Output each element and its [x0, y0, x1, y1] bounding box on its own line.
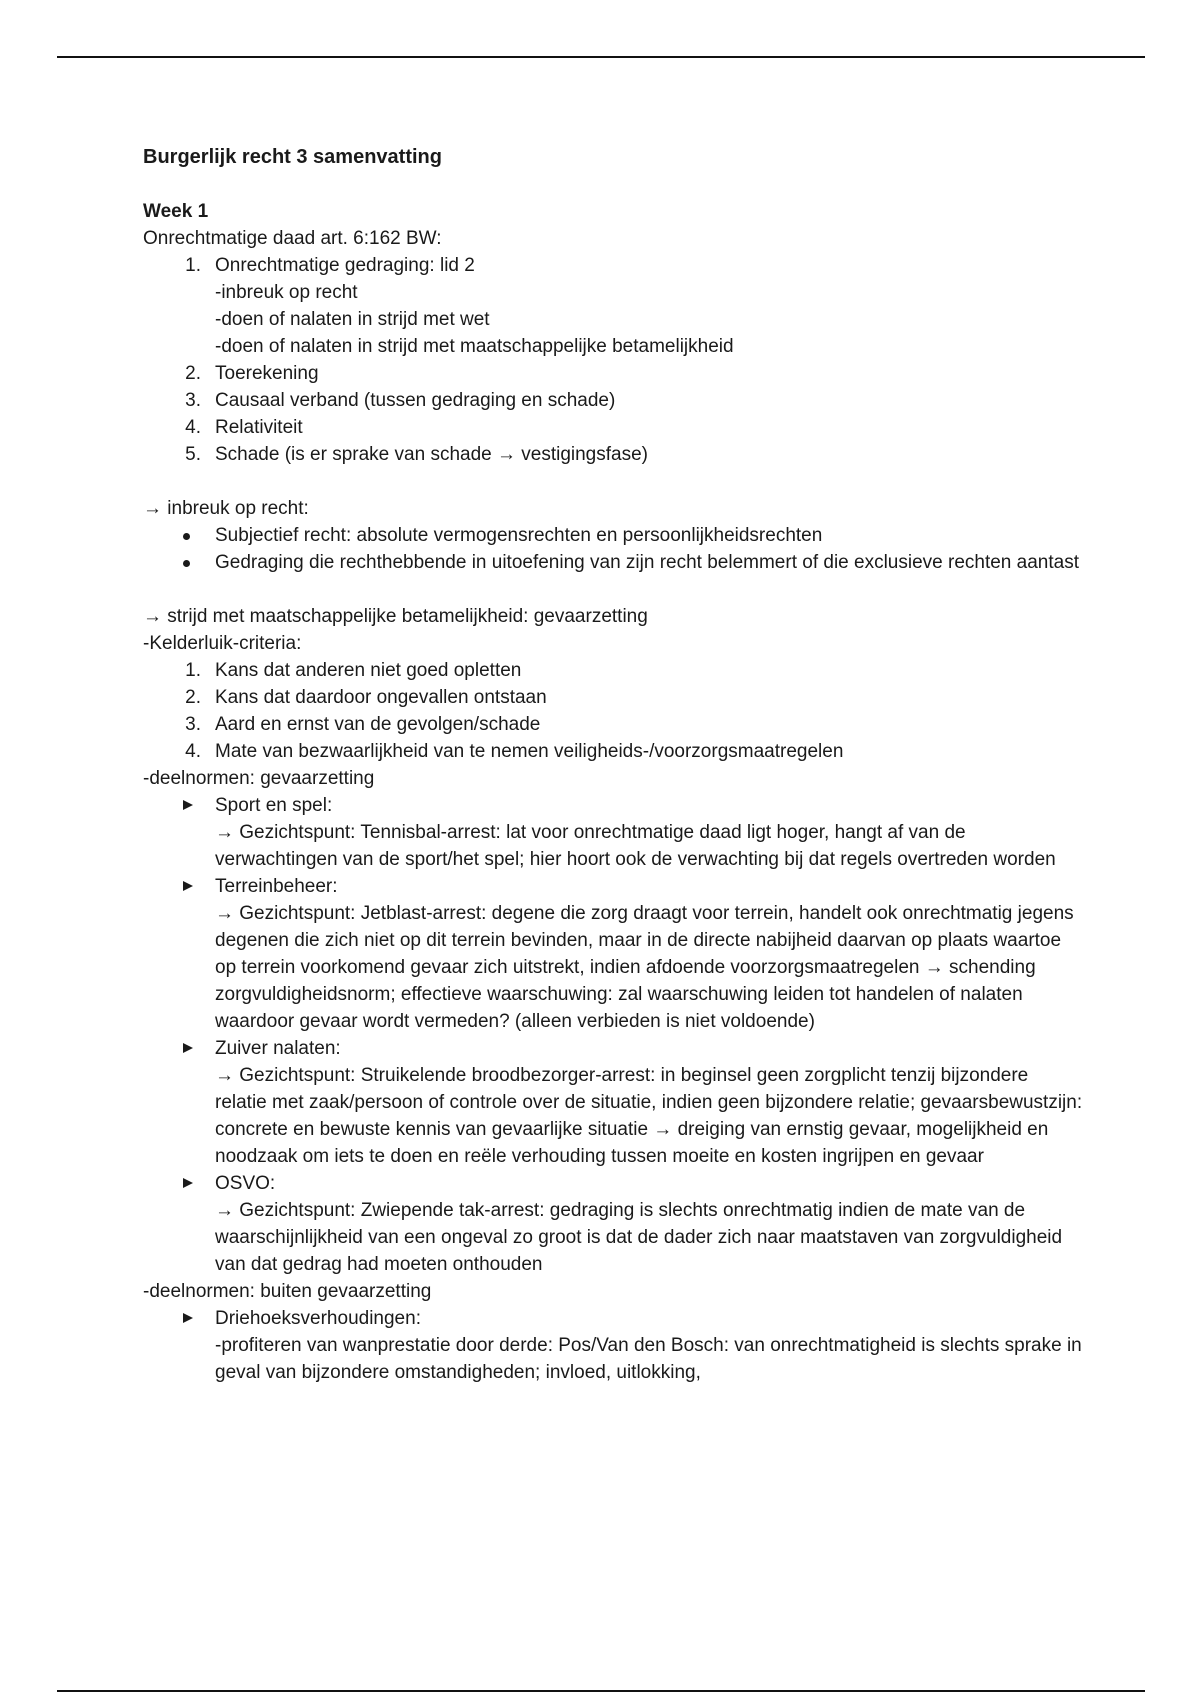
strijd-heading: → strijd met maatschappelijke betamelijkheid: gevaarzetting [143, 606, 648, 627]
list-item: OSVO: → Gezichtspunt: Zwiepende tak-arrest: gedraging is slechts onrechtmatig indien de mate van de waarschijnlijkheid van een ongeval zo groot is dat de dader zich naar maatstaven van zorgvuldigheid van dat gedrag had moeten onthouden [143, 1170, 1083, 1278]
arrowhead-bullet-icon [183, 1043, 193, 1053]
inbreuk-bullets [143, 522, 1083, 576]
week-heading: Week 1 [143, 201, 209, 222]
list-item: 2. Kans dat daardoor ongevallen ontstaan [185, 687, 547, 708]
arrowhead-bullet-icon [183, 881, 193, 891]
list-item: 1. Onrechtmatige gedraging: lid 2 -inbreuk op recht -doen of nalaten in strijd met wet -doen of nalaten in strijd met maatschappelijke betamelijkheid [185, 255, 734, 357]
intro-line: Onrechtmatige daad art. 6:162 BW: [143, 228, 442, 249]
deelnormen-gevaar-list [143, 792, 1083, 1278]
list-item: 4. Mate van bezwaarlijkheid van te nemen veiligheids-/voorzorgsmaatregelen [185, 741, 844, 762]
list-item: Sport en spel: → Gezichtspunt: Tennisbal-arrest: lat voor onrechtmatige daad ligt hoger, hangt af van de verwachtingen van de sport/het spel; hier hoort ook de verwachting bij dat regels overtreden worden [143, 792, 1083, 873]
list-item: 5. Schade (is er sprake van schade → vestigingsfase) [185, 444, 648, 465]
deelnormen-gevaar-heading: -deelnormen: gevaarzetting [143, 768, 375, 789]
bullet-icon [183, 560, 190, 567]
arrowhead-bullet-icon [183, 800, 193, 810]
arrowhead-bullet-icon [183, 1313, 193, 1323]
deelnormen-buiten-heading: -deelnormen: buiten gevaarzetting [143, 1281, 432, 1302]
bottom-rule [57, 1690, 1145, 1692]
list-item: Driehoeksverhoudingen: -profiteren van wanprestatie door derde: Pos/Van den Bosch: van onrechtmatigheid is slechts sprake in geval van bijzondere omstandigheden; invloed, uitlokking, [143, 1305, 1083, 1386]
list-item: 4. Relativiteit [185, 417, 303, 438]
list-item: Gedraging die rechthebbende in uitoefening van zijn recht belemmert of die exclusieve rechten aantast [143, 549, 1083, 576]
kelderluik-heading: -Kelderluik-criteria: [143, 633, 302, 654]
arrowhead-bullet-icon [183, 1178, 193, 1188]
list-item: Zuiver nalaten: → Gezichtspunt: Struikelende broodbezorger-arrest: in beginsel geen zorgplicht tenzij bijzondere relatie met zaak/persoon of controle over de situatie, indien geen bijzondere relatie; gevaarsbewustzijn: concrete en bewuste kennis van gevaarlijke situatie → dreiging van ernstig gevaar, mogelijkheid en noodzaak om iets te doen en reële verhouding tussen moeite en kosten ingrijpen en gevaar [143, 1035, 1083, 1170]
list-item: 2. Toerekening [185, 363, 319, 384]
list-item: Subjectief recht: absolute vermogensrechten en persoonlijkheidsrechten [143, 522, 1083, 549]
requirements-list [143, 252, 1083, 468]
bullet-icon [183, 533, 190, 540]
list-item: 3. Causaal verband (tussen gedraging en schade) [185, 390, 616, 411]
list-item: 1. Kans dat anderen niet goed opletten [185, 660, 522, 681]
top-rule [57, 56, 1145, 58]
deelnormen-buiten-list [143, 1305, 1083, 1386]
list-item: Terreinbeheer: → Gezichtspunt: Jetblast-arrest: degene die zorg draagt voor terrein, handelt ook onrechtmatig jegens degenen die zich niet op dit terrein bevinden, maar in de directe nabijheid daarvan op plaats waartoe op terrein voorkomend gevaar zich uitstrekt, indien afdoende voorzorgsmaatregelen → schending zorgvuldigheidsnorm; effectieve waarschuwing: zal waarschuwing leiden tot handelen of nalaten waardoor gevaar wordt vermeden? (alleen verbieden is niet voldoende) [143, 873, 1083, 1035]
kelderluik-list [143, 657, 1083, 765]
list-item: 3. Aard en ernst van de gevolgen/schade [185, 714, 541, 735]
document-title: Burgerlijk recht 3 samenvatting [143, 146, 442, 168]
document-body [143, 138, 1083, 1386]
inbreuk-heading: → inbreuk op recht: [143, 498, 309, 519]
